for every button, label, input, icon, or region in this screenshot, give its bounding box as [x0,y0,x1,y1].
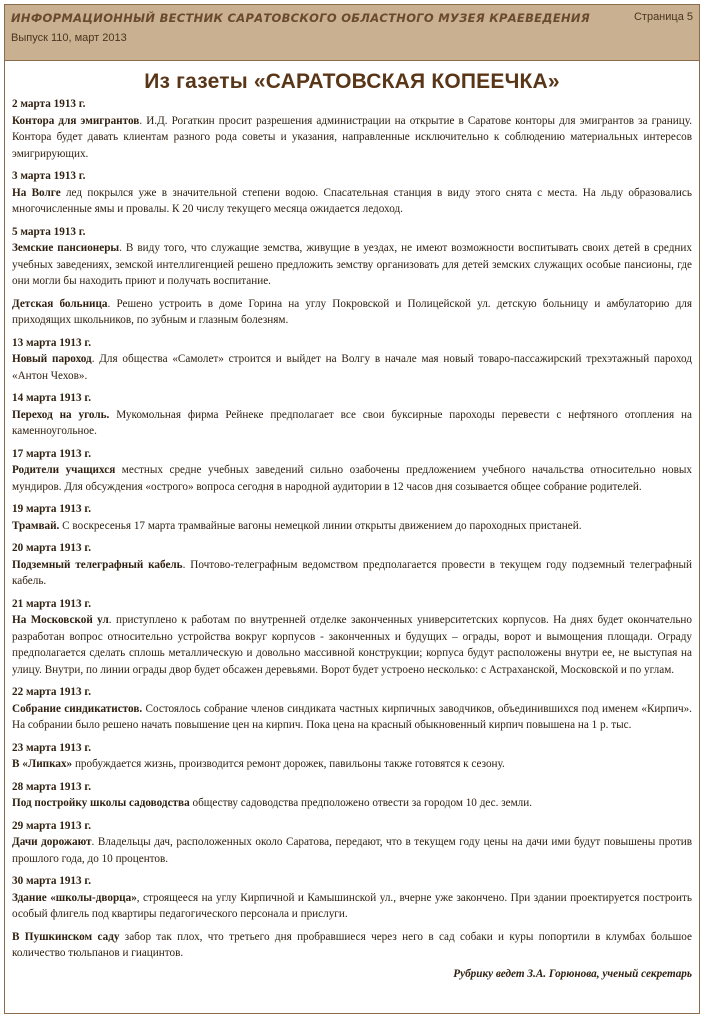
news-entry [12,446,692,496]
entry-text: забор так плох, что третьего дня пробравшиеся через него в сад собаки и куры попортили в клумбах большое количество тюльпанов и гиацинтов. [12,930,692,959]
entry-lead: Под постройку школы садоводства [12,797,190,809]
article-title: Из газеты «САРАТОВСКАЯ КОПЕЕЧКА» [144,70,560,93]
page-header [5,5,699,61]
entry-date: 14 марта 1913 г. [12,392,92,404]
news-entry [12,168,692,218]
entry-lead: Контора для эмигрантов [12,114,140,127]
entry-text: Состоялось собрание членов синдиката частных кирпичных заводчиков, объединившихся под именем «Кирпич». На собрании было решено начать повышение цен на кирпич. Пока цена на красный обыкновенный кирпич повышена на 1 р. тыс. [12,702,692,731]
entry-lead: В Пушкинском саду [12,930,120,943]
entry-date: 29 марта 1913 г. [12,819,92,832]
news-entry [12,540,692,590]
entry-lead: Новый пароход [12,353,92,365]
entry-lead: Здание «школы-дворца» [12,891,137,904]
entry-text: лед покрылся уже в значительной степени водою. Спасательная станция в виду этого снята с места. На льду образовались многочисленные ямы и провалы. К 20 числу текущего месяца ожидается ледоход. [12,186,692,215]
entry-text: . И.Д. Рогаткин просит разрешения администрации на открытие в Саратове конторы для эмигрантов за границу. Контора будет давать клиентам разного рода советы и указания, направленные исключительно к соблюдению материальных интересов эмигрирующих. [12,114,692,160]
entry-date: 22 марта 1913 г. [12,686,92,698]
entry-lead: Родители учащихся [12,464,116,476]
entry-text: обществу садоводства предположено отвести за городом 10 дес. земли. [189,797,533,809]
entry-date: 13 марта 1913 г. [12,336,92,349]
news-entry [12,873,692,923]
entry-lead: Земские пансионеры [12,242,120,254]
news-entry [12,596,692,679]
entry-text: , строящееся на углу Кирпичной и Камышинской ул., вчерне уже закончено. При здании проектируется построить особый флигель под квартиры педагогического персонала и прислуги. [12,891,692,920]
entry-lead: На Московской ул [12,614,109,626]
entry-date: 28 марта 1913 г. [12,780,92,793]
entry-lead: Дачи дорожают [12,836,92,848]
entry-date: 23 марта 1913 г. [12,741,92,754]
news-entry [12,740,692,773]
entry-text: . Для общества «Самолет» строится и выйдет на Волгу в начале мая новый товаро-пассажирский трехэтажный пароход «Антон Чехов». [12,353,692,382]
news-entry [12,684,692,734]
entry-date: 5 марта 1913 г. [12,225,86,238]
entry-text: . приступлено к работам по внутренней отделке законченных университетских корпусов. На днях будет окончательно разработан вопрос относительно устройства вокруг корпусов - законченных и будущих – ограды, ворот и вымощения площади. Ограду предполагается сделать сплошь металлическую и довольно массивной конструкции; корпуса будут расположены внутри ее, не выступая на улицу. Внутри, по линии ограды двор будет обсажен деревьями. Ворот будет устроено несколько: с Астраханской, Московской и по углам. [12,614,693,676]
entry-lead: Трамвай. [12,519,60,532]
entry-text: . В виду того, что служащие земства, живущие в уездах, не имеют возможности воспитывать своих детей в средних учебных заведениях, земской интеллигенцией решено предложить земству организовать для детей земских служащих особые пансионы, где они могли бы находить приют и получать воспитание. [12,242,692,287]
news-entry [12,390,692,440]
article-body [5,96,699,980]
newsletter-title: ИНФОРМАЦИОННЫЙ ВЕСТНИК САРАТОВСКОГО ОБЛАСТНОГО МУЗЕЯ КРАЕВЕДЕНИЯ [11,11,590,25]
newsletter-page [4,4,700,1014]
entry-date: 2 марта 1913 г. [12,98,86,110]
news-entry [12,929,692,962]
entry-text: С воскресенья 17 марта трамвайные вагоны немецкой линии открыты движением до пароходных пристаней. [59,519,582,532]
column-signature: Рубрику ведет З.А. Горюнова, ученый секретарь [453,967,692,980]
entry-lead: На Волге [12,186,61,199]
entry-text: . Почтово-телеграфным ведомством предполагается провести в текущем году подземный телеграфный кабель. [12,558,692,587]
entry-lead: В «Липках» [12,758,73,770]
news-entry [12,779,692,812]
entry-date: 17 марта 1913 г. [12,447,92,460]
page-number: Страница 5 [633,11,693,23]
news-entry [12,224,692,290]
entry-lead: Переход на уголь. [12,408,110,421]
news-entry [12,296,692,329]
entry-lead: Подземный телеграфный кабель [12,558,183,571]
entry-text: местных средне учебных заведений сильно озабочены предложением учебного начальства относительно новых мундиров. Для обсуждения «острого» вопроса сегодня в народной аудитории в 12 часов дня созывается общее собрание родителей. [12,464,693,493]
issue-label: Выпуск 110, март 2013 [11,32,127,44]
entry-text: Мукомольная фирма Рейнеке предполагает все свои буксирные пароходы перевести с нефтяного отопления на каменноугольное. [12,408,692,437]
entry-date: 19 марта 1913 г. [12,503,92,515]
news-entry [12,818,692,868]
entry-date: 30 марта 1913 г. [12,875,92,887]
entry-lead: Собрание синдикатистов. [12,702,143,715]
entry-text: . Владельцы дач, расположенных около Саратова, передают, что в текущем году цены на дачи ими будут повышены против прошлого года, до 10 процентов. [12,836,692,865]
news-entry [12,335,692,385]
entry-date: 20 марта 1913 г. [12,542,92,554]
entry-text: пробуждается жизнь, производится ремонт дорожек, павильоны также готовятся к сезону. [72,758,505,770]
entry-date: 21 марта 1913 г. [12,597,92,610]
entry-date: 3 марта 1913 г. [12,170,86,182]
news-entry [12,96,692,162]
entry-lead: Детская больница [12,297,108,310]
entry-text: . Решено устроить в доме Горина на углу Покровской и Полицейской ул. детскую больницу и амбулаторию для приходящих школьников, по зубным и глазным болезням. [12,297,692,326]
news-entry [12,501,692,534]
